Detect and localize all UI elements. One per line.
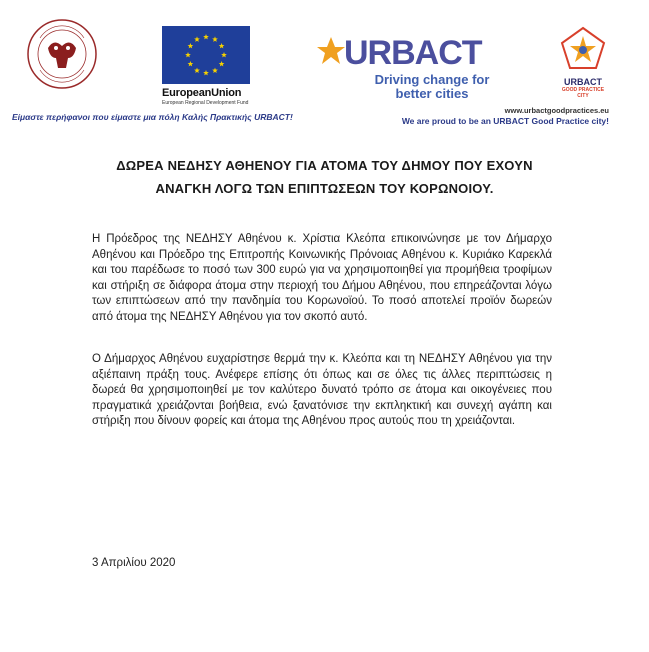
eu-star-icon xyxy=(219,43,225,48)
body-paragraph-2: Ο Δήμαρχος Αθηένου ευχαρίστησε θερμά την κ. Κλεόπα και τη ΝΕΔΗΣΥ Αθηένου για την αξιέπαινη πράξη τους. Ανέφερε επίσης ότι όπως και σε όλες τις άλλες περιπτώσεις η δωρεά θα χρησιμοποιηθεί με τον καλύτερο δυνατό τρόπο σε άτομα και οικογένειες που πραγματικά χρειάζονται βοήθεια, ενώ ξανατόνισε την εκπληκτική και συνεχή αγάπη και στήριξη που δίνουν φορείς και άτομα της Αθηένου προς αυτούς που τη χρειάζονται. xyxy=(92,353,552,428)
good-practice-title: URBACT xyxy=(564,77,602,87)
urbact-website-url: www.urbactgoodpractices.eu xyxy=(504,106,609,115)
municipality-logo xyxy=(26,18,98,90)
urbact-logo xyxy=(316,28,496,108)
eu-star-icon xyxy=(212,68,218,73)
urbact-tagline-line-1: Driving change for xyxy=(374,72,490,87)
good-practice-badge-icon xyxy=(560,26,606,72)
eu-star-icon xyxy=(194,36,200,41)
eu-logo-fund: European Regional Development Fund xyxy=(162,100,249,106)
municipality-seal-icon xyxy=(26,18,98,90)
eu-star-icon xyxy=(212,36,218,41)
eu-star-icon xyxy=(185,52,191,57)
eu-star-icon xyxy=(221,52,227,57)
eu-star-icon xyxy=(188,43,194,48)
document-date: 3 Απριλίου 2020 xyxy=(92,557,176,569)
good-practice-sub-1: GOOD PRACTICE xyxy=(561,87,605,93)
proud-english-text: We are proud to be an URBACT Good Practice city! xyxy=(401,116,609,126)
urbact-wordmark: URBACT xyxy=(344,34,482,72)
body-paragraph-1: Η Πρόεδρος της ΝΕΔΗΣΥ Αθηένου κ. Χρίστια Κλεόπα επικοινώνησε με τον Δήμαρχο Αθηένου και Πρόεδρο της Επιτροπής Κοινωνικής Πρόνοιας Αθηένου κ. Κυριάκο Καρεκλά και του παρέδωσε το ποσό των 300 ευρώ για να χρησιμοποιηθεί για προμήθεια τροφίμων και στήριξη σε διάφορα άτομα στην περιοχή του Δήμου Αθηένου, που επηρεάζονται λόγω των επιπτώσεων από την πανδημία του Κορωνοϊού. Το ποσό αποτελεί προϊόν δωρεών από άτομα της ΝΕΔΗΣΥ Αθηένου για τον σκοπό αυτό. xyxy=(92,233,552,323)
document-title-line-2: ΑΝΑΓΚΗ ΛΟΓΩ ΤΩΝ ΕΠΙΠΤΩΣΕΩΝ ΤΟΥ ΚΟΡΩΝΟΙΟΥ. xyxy=(155,181,494,196)
eu-star-icon xyxy=(194,68,200,73)
eu-logo xyxy=(162,26,250,110)
urbact-tagline-line-2: better cities xyxy=(395,86,469,101)
proud-greek-text: Είμαστε περήφανοι που είμαστε μια πόλη Καλής Πρακτικής URBACT! xyxy=(12,112,293,122)
eu-star-icon xyxy=(188,61,194,66)
eu-star-icon xyxy=(203,70,209,75)
eu-star-icon xyxy=(203,34,209,39)
document-title-line-1: ΔΩΡΕΑ ΝΕΔΗΣΥ ΑΘΗΕΝΟΥ ΓΙΑ ΑΤΟΜΑ ΤΟΥ ΔΗΜΟΥ ΠΟΥ ΕΧΟΥΝ xyxy=(116,158,533,173)
eu-star-icon xyxy=(219,61,225,66)
good-practice-sub-2: CITY xyxy=(577,93,589,99)
good-practice-logo xyxy=(555,26,611,102)
urbact-tagline xyxy=(372,73,492,101)
urbact-star-icon xyxy=(316,36,346,66)
eu-logo-name: EuropeanUnion xyxy=(162,87,242,99)
eu-flag-icon xyxy=(162,26,250,84)
